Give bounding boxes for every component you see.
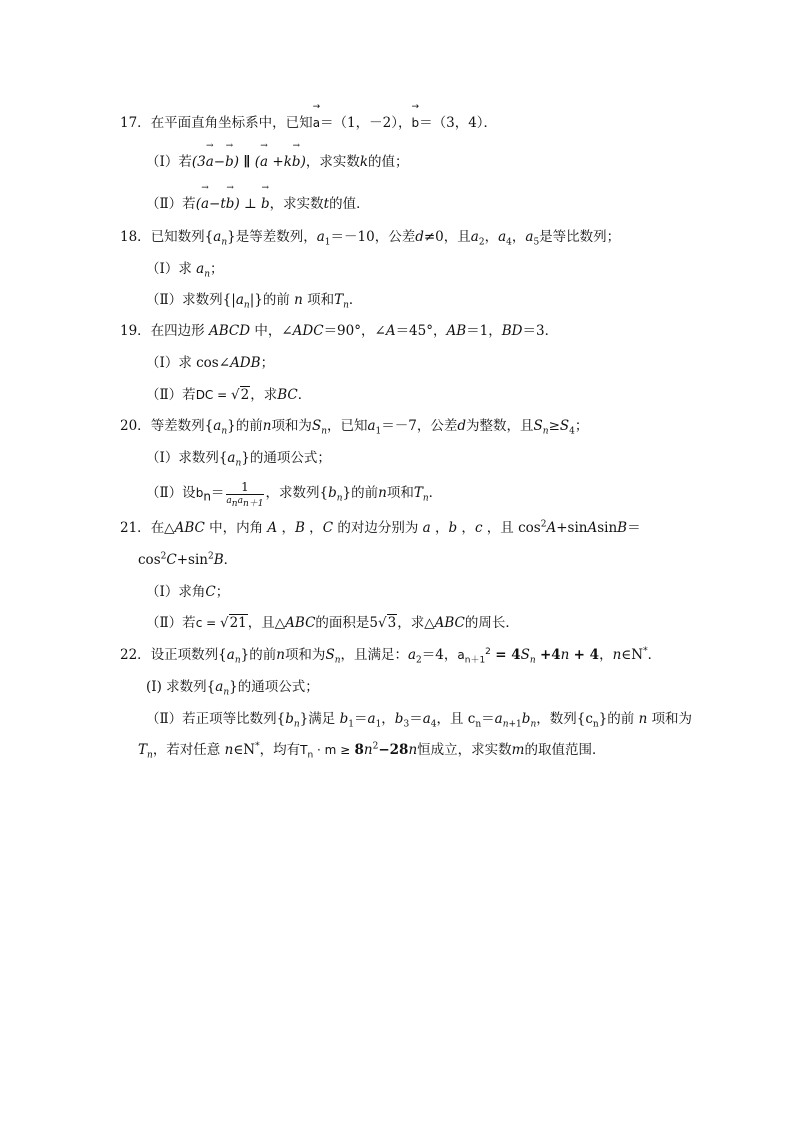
vector-b: → b <box>411 114 419 132</box>
problem-21-stem: 21．在△ABC 中，内角 A ，B ，C 的对边分别为 a ，b ，c ，且 $\cos^2A+sinAsinB=$ <box>120 519 641 536</box>
problem-number: 22． <box>120 647 151 663</box>
problem-21-part-2: （Ⅱ）若c = √21，且△ABC的面积是5√3，求△ABC的周长． <box>146 615 519 631</box>
problem-19-part-1: （Ⅰ）求 cos∠ADB； <box>146 355 275 371</box>
problem-17-stem: 17．在平面直角坐标系中，已知→ a＝（1，－2），→ b＝（3，4）． <box>120 114 497 132</box>
problem-22-part-2: （Ⅱ）若正项等比数列$\{b_n\}$满足 $b_1=a_1$，$b_3=a_4$，且 $c_n=a_{n+1}b_n$，数列$\{c_n\}$的前 n 项和为 <box>146 711 693 730</box>
problem-22-stem: 22．设正项数列$\{a_n\}$的前n项和为$S_n$，且满足：$a_2=4$，$a_{n+1}^2 = 4S_n +4n + 4$，n∈N*． <box>120 646 662 666</box>
problem-17-part-1: （Ⅰ）若(3→ a−→ b) ∥ (→ a +k→ b)，求实数k的值； <box>146 153 409 171</box>
problem-20-part-1: （Ⅰ）求数列$\{a_n\}$的通项公式； <box>146 450 331 469</box>
vector-a: → a <box>313 114 320 132</box>
problem-20-stem: 20．等差数列$\{a_n\}$的前n项和为$S_n$，已知$a_1=-7$，公差d为整数，且$S_n\ge S_4$； <box>120 418 589 437</box>
problem-19-stem: 19．在四边形 ABCD 中，∠ADC＝90°，∠A＝45°，AB＝1，BD＝3． <box>120 323 559 339</box>
problem-21-part-1: （Ⅰ）求角C； <box>146 584 230 600</box>
problem-number: 18． <box>120 229 151 245</box>
problem-number: 20． <box>120 418 151 434</box>
problem-number: 21． <box>120 520 151 536</box>
problem-21-stem-cont: $\cos^2C+\sin^2B$． <box>138 551 238 568</box>
problem-18-part-2: （Ⅱ）求数列$\{|a_n|\}$的前 n 项和$T_n$． <box>146 292 363 311</box>
problem-20-part-2: （Ⅱ）设$b_n=$ $\frac{1}{a_na_{n+1}}$ ，求数列$\{b_n\}$的前n项和$T_n$． <box>146 480 443 509</box>
problem-number: 19． <box>120 323 151 339</box>
problem-22-part-1: (Ⅰ) 求数列$\{a_n\}$的通项公式； <box>146 679 319 698</box>
problem-22-part-2-cont: $T_n$，若对任意 n∈N*，均有$T_n \cdot m \ge 8n^2-28n$恒成立，求实数m的取值范围． <box>138 741 606 761</box>
problem-18-part-1: （Ⅰ）求 $a_n$； <box>146 261 224 280</box>
problem-19-part-2: （Ⅱ）若DC = √2，求BC． <box>146 387 312 403</box>
expr-17-1: (3→ a−→ b) <box>192 154 239 170</box>
problem-17-part-2: （Ⅱ）若(→ a−t→ b) ⊥ → b，求实数t的值． <box>146 195 370 213</box>
expr-17-2: (→ a−t→ b) <box>196 196 240 212</box>
fraction: $\frac{1}{a_na_{n+1}}$ <box>226 480 264 509</box>
problem-18-stem: 18．已知数列$\{a_n\}$是等差数列，$a_1=-10$，公差d≠0，且$a_2$，$a_4$，$a_5$是等比数列； <box>120 229 621 248</box>
problem-number: 17． <box>120 115 151 131</box>
